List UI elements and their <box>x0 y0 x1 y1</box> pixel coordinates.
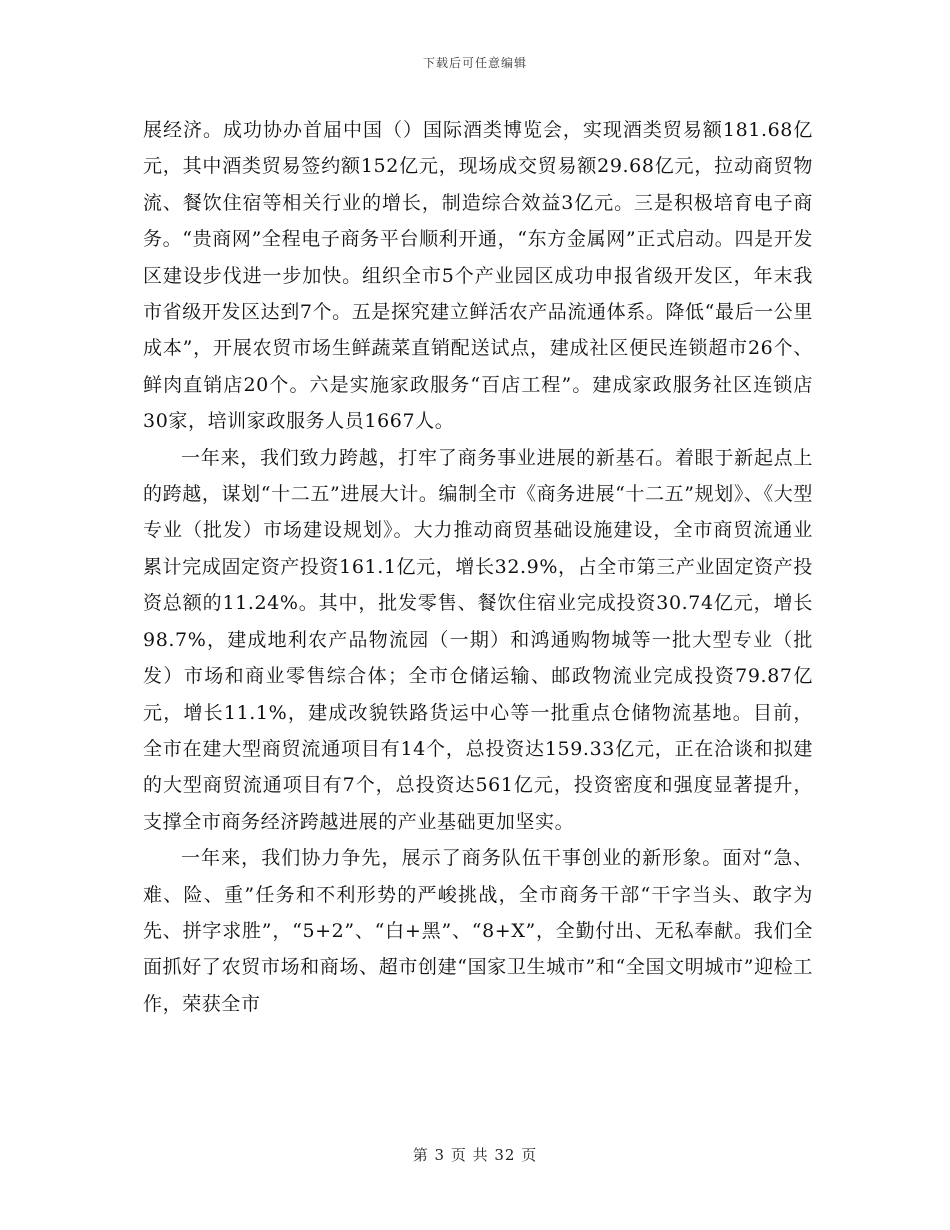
page-number-footer: 第 3 页 共 32 页 <box>412 1146 538 1164</box>
document-body <box>143 112 813 1022</box>
body-paragraph-1: 展经济。成功协办首届中国（）国际酒类博览会，实现酒类贸易额181.68亿元，其中酒类贸易签约额152亿元，现场成交贸易额29.68亿元，拉动商贸物流、餐饮住宿等相关行业的增长，制造综合效益3亿元。三是积极培育电子商务。“贵商网”全程电子商务平台顺利开通，“东方金属网”正式启动。四是开发区建设步伐进一步加快。组织全市5个产业园区成功申报省级开发区，年末我市省级开发区达到7个。五是探究建立鲜活农产品流通体系。降低“最后一公里成本”，开展农贸市场生鲜蔬菜直销配送试点，建成社区便民连锁超市26个、鲜肉直销店20个。六是实施家政服务“百店工程”。建成家政服务社区连锁店30家，培训家政服务人员1667人。 <box>143 119 813 433</box>
body-paragraph-2: 一年来，我们致力跨越，打牢了商务事业进展的新基石。着眼于新起点上的跨越，谋划“十二五”进展大计。编制全市《商务进展“十二五”规划》、《大型专业（批发）市场建设规划》。大力推动商贸基础设施建设，全市商贸流通业累计完成固定资产投资161.1亿元，增长32.9%，占全市第三产业固定资产投资总额的11.24%。其中，批发零售、餐饮住宿业完成投资30.74亿元，增长98.7%，建成地利农产品物流园（一期）和鸿通购物城等一批大型专业（批发）市场和商业零售综合体；全市仓储运输、邮政物流业完成投资79.87亿元，增长11.1%，建成改貌铁路货运中心等一批重点仓储物流基地。目前，全市在建大型商贸流通项目有14个，总投资达159.33亿元，正在洽谈和拟建的大型商贸流通项目有7个，总投资达561亿元，投资密度和强度显著提升，支撑全市商务经济跨越进展的产业基础更加坚实。 <box>143 446 813 833</box>
page-header-note: 下载后可任意编辑 <box>422 56 527 70</box>
body-paragraph-3: 一年来，我们协力争先，展示了商务队伍干事创业的新形象。面对“急、难、险、重”任务和不利形势的严峻挑战，全市商务干部“干字当头、敢字为先、拼字求胜”，“5+2”、“白+黑”、“8+X”，全勤付出、无私奉献。我们全面抓好了农贸市场和商场、超市创建“国家卫生城市”和“全国文明城市”迎检工作，荣获全市 <box>143 847 813 1015</box>
